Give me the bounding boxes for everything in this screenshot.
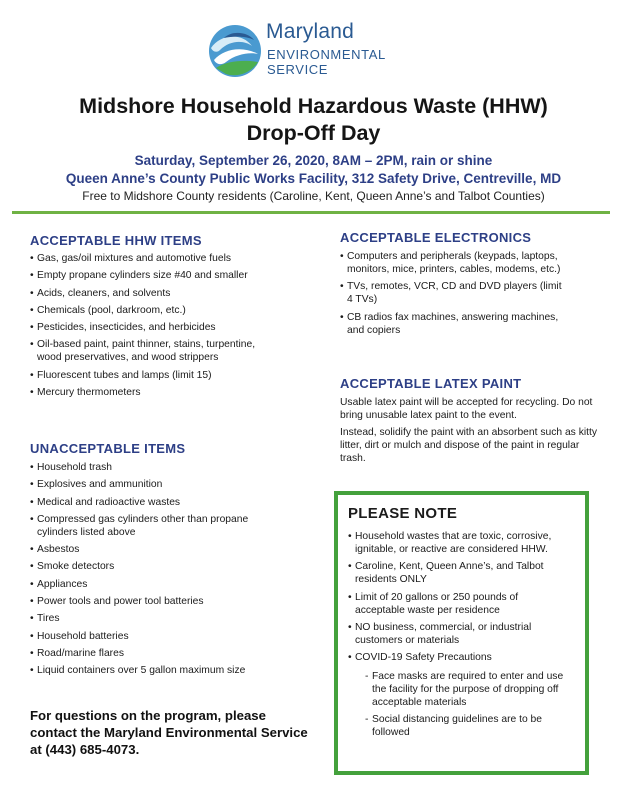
acceptable-hhw-heading: ACCEPTABLE HHW ITEMS <box>30 233 202 248</box>
acceptable-hhw-list <box>30 252 280 403</box>
list-item: • Fluorescent tubes and lamps (limit 15) <box>30 369 280 382</box>
list-item: • Explosives and ammunition <box>30 478 298 491</box>
event-location: Queen Anne’s County Public Works Facility, 312 Safety Drive, Centreville, MD <box>65 171 562 186</box>
event-eligibility: Free to Midshore County residents (Caroline, Kent, Queen Anne’s and Talbot Counties) <box>82 189 545 203</box>
covid-heading: COVID-19 Safety Precautions <box>355 652 492 664</box>
header-divider <box>12 211 610 214</box>
mes-logo <box>208 20 428 82</box>
list-item: • Acids, cleaners, and solvents <box>30 287 280 300</box>
event-date: Saturday, September 26, 2020, 8AM – 2PM, rain or shine <box>134 153 493 168</box>
list-item: • Appliances <box>30 578 298 591</box>
list-item: • Pesticides, insecticides, and herbicides <box>30 321 280 334</box>
logo-line-1: ENVIRONMENTAL <box>267 47 386 62</box>
wave-swirl-logo-icon <box>208 24 262 78</box>
list-item: • Road/marine flares <box>30 647 298 660</box>
page-title-line-2: Drop-Off Day <box>246 121 381 145</box>
list-item: • NO business, commercial, or industrial customers or materials <box>348 621 555 647</box>
unacceptable-heading: UNACCEPTABLE ITEMS <box>30 441 186 456</box>
list-item: • Gas, gas/oil mixtures and automotive fuels <box>30 252 280 265</box>
unacceptable-list <box>30 461 298 682</box>
latex-paint-paragraph-1: Usable latex paint will be accepted for recycling. Do not bring unusable latex paint to the event. <box>340 397 593 421</box>
list-item: • Asbestos <box>30 543 298 556</box>
list-item: • Mercury thermometers <box>30 386 280 399</box>
logo-name: Maryland <box>266 20 354 43</box>
please-note-heading: PLEASE NOTE <box>348 505 458 522</box>
list-item: • Limit of 20 gallons or 250 pounds of acceptable waste per residence <box>348 591 570 617</box>
list-item: • Household wastes that are toxic, corrosive, ignitable, or reactive are considered HHW. <box>348 530 560 556</box>
list-item: • Household trash <box>30 461 298 474</box>
list-item: • Tires <box>30 612 298 625</box>
page-title-line-1: Midshore Household Hazardous Waste (HHW) <box>79 94 548 118</box>
contact-info: For questions on the program, please contact the Maryland Environmental Service at (443) 685-4073. <box>30 708 308 757</box>
list-item: • Empty propane cylinders size #40 and smaller <box>30 269 280 282</box>
covid-item: - Face masks are required to enter and use the facility for the purpose of dropping off acceptable materials <box>365 670 571 709</box>
list-item: • Medical and radioactive wastes <box>30 496 298 509</box>
list-item: • Compressed gas cylinders other than propane cylinders listed above <box>30 513 249 539</box>
list-item: • Chemicals (pool, darkroom, etc.) <box>30 304 280 317</box>
list-item: • Caroline, Kent, Queen Anne’s, and Talbot residents ONLY <box>348 560 560 586</box>
logo-line-2: SERVICE <box>267 62 329 77</box>
list-item: • TVs, remotes, VCR, CD and DVD players (limit 4 TVs) <box>340 280 565 306</box>
electronics-list <box>340 250 572 341</box>
list-item <box>348 651 570 739</box>
list-item: • Oil-based paint, paint thinner, stains, turpentine, wood preservatives, and wood strippers <box>30 338 273 364</box>
covid-item: - Social distancing guidelines are to be followed <box>365 713 571 739</box>
electronics-heading: ACCEPTABLE ELECTRONICS <box>340 230 532 245</box>
list-item: • Computers and peripherals (keypads, laptops, monitors, mice, printers, cables, modems, etc.) <box>340 250 572 276</box>
list-item: • CB radios fax machines, answering machines, and copiers <box>340 311 572 337</box>
list-item: • Household batteries <box>30 630 298 643</box>
list-item: • Liquid containers over 5 gallon maximum size <box>30 664 298 677</box>
list-item: • Power tools and power tool batteries <box>30 595 298 608</box>
latex-paint-paragraph-2: Instead, solidify the paint with an absorbent such as kitty litter, dirt or mulch and dispose of the paint in regular trash. <box>340 427 597 464</box>
please-note-list <box>348 530 570 743</box>
covid-sublist <box>365 670 571 739</box>
latex-paint-heading: ACCEPTABLE LATEX PAINT <box>340 376 522 391</box>
list-item: • Smoke detectors <box>30 560 298 573</box>
